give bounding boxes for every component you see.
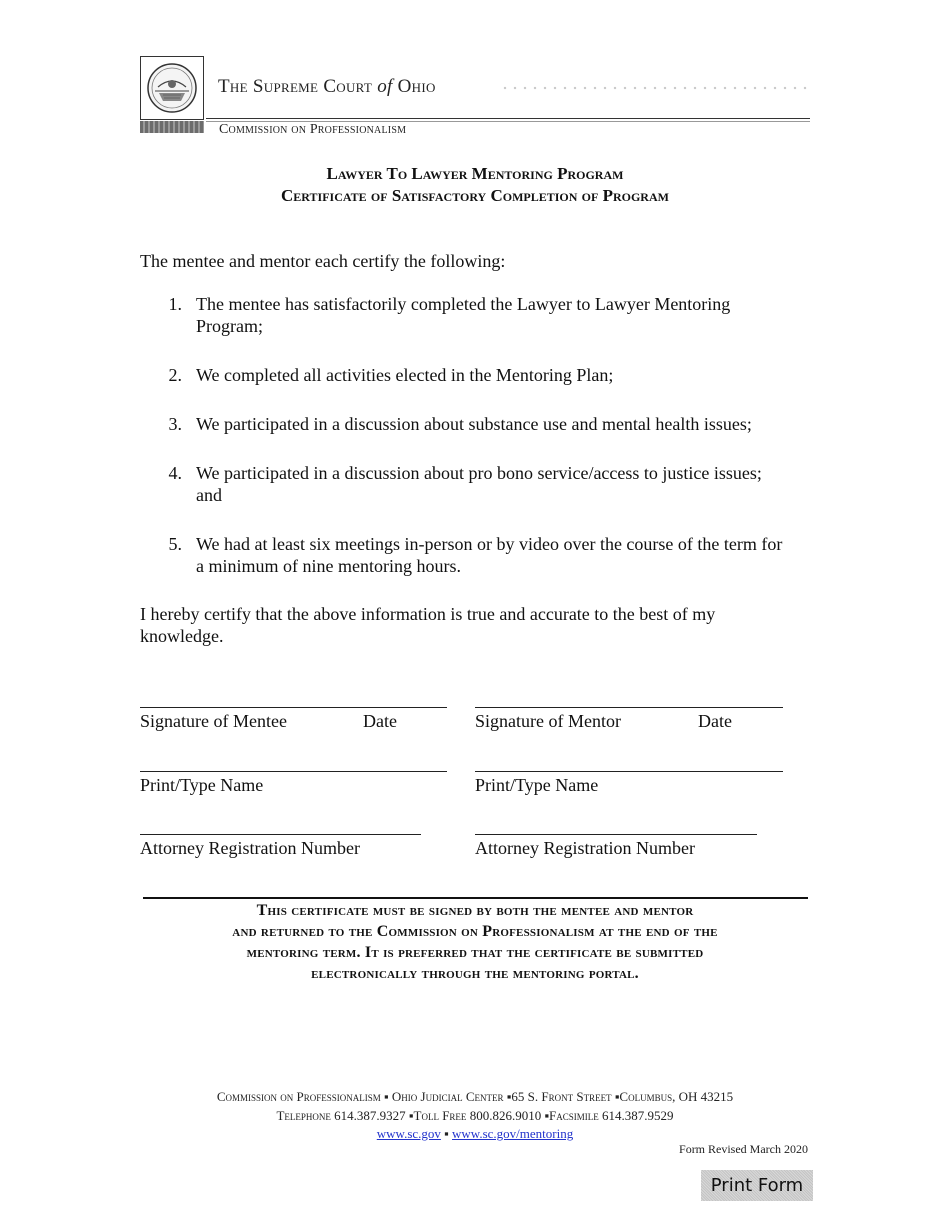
- court-title: [218, 76, 436, 98]
- footer-separator: ▪: [444, 1126, 449, 1141]
- website-link[interactable]: www.sc.gov: [376, 1126, 441, 1141]
- list-item: [196, 533, 816, 577]
- list-item-line: The mentee has satisfactorily completed the Lawyer to Lawyer Mentoring: [196, 294, 731, 314]
- header-dotted-rule: [500, 84, 810, 92]
- mentor-signature-label: Signature of Mentor: [475, 711, 621, 731]
- mentee-registration-label: Attorney Registration Number: [140, 838, 360, 858]
- mentor-registration-label: Attorney Registration Number: [475, 838, 695, 858]
- court-name: The Supreme Court: [218, 76, 373, 97]
- footer-city: Columbus, OH 43215: [619, 1089, 734, 1104]
- footer-contact: [0, 1108, 950, 1124]
- item-number: 5.: [168, 534, 182, 554]
- mentee-signature-line[interactable]: [140, 707, 447, 708]
- mentee-name-label: Print/Type Name: [140, 775, 264, 795]
- list-item: [196, 462, 816, 506]
- mentor-name-label: Print/Type Name: [475, 775, 599, 795]
- footer-commission: Commission on Professionalism: [216, 1089, 381, 1104]
- list-item: [196, 364, 816, 386]
- list-item-line: We participated in a discussion about pro bono service/access to justice issues;: [196, 463, 762, 483]
- list-item-line: a minimum of nine mentoring hours.: [196, 556, 461, 576]
- footer-separator: ▪: [384, 1089, 389, 1104]
- mentee-signature-label: Signature of Mentee: [140, 711, 287, 731]
- footer-street: 65 S. Front Street: [511, 1089, 612, 1104]
- footer-links: [0, 1126, 950, 1142]
- court-of: of: [377, 76, 393, 97]
- mentee-registration-line[interactable]: [140, 834, 421, 835]
- notice-line: electronically through the mentoring portal.: [311, 965, 639, 982]
- mentee-name-line[interactable]: [140, 771, 447, 772]
- intro-text: The mentee and mentor each certify the following:: [140, 251, 506, 271]
- form-revised-date: Form Revised March 2020: [679, 1142, 808, 1156]
- mentor-name-line[interactable]: [475, 771, 783, 772]
- item-number: 2.: [168, 365, 182, 385]
- notice-line: mentoring term. It is preferred that the certificate be submitted: [246, 944, 704, 961]
- print-form-button[interactable]: Print Form: [701, 1170, 813, 1201]
- mentor-date-label: Date: [698, 711, 732, 731]
- item-number: 1.: [168, 294, 182, 314]
- list-item: [196, 293, 816, 337]
- footer-fax-label: Facsimile: [549, 1108, 599, 1123]
- footer-tollfree-label: Toll Free: [413, 1108, 467, 1123]
- footer-separator: ▪: [506, 1089, 512, 1104]
- mentoring-link[interactable]: www.sc.gov/mentoring: [452, 1126, 574, 1141]
- program-title: Lawyer To Lawyer Mentoring Program: [326, 164, 624, 183]
- footer-separator: ▪: [408, 1108, 414, 1123]
- list-item: [196, 413, 816, 435]
- list-item-line: We participated in a discussion about substance use and mental health issues;: [196, 414, 752, 434]
- footer-separator: ▪: [544, 1108, 550, 1123]
- supreme-court-seal: [140, 56, 204, 120]
- ohio-seal-icon: [141, 57, 203, 119]
- list-item-line: We had at least six meetings in-person or by video over the course of the term for: [196, 534, 783, 554]
- notice-rule: [143, 897, 808, 899]
- list-item-line: We completed all activities elected in the Mentoring Plan;: [196, 365, 614, 385]
- footer-fax: 614.387.9529: [602, 1108, 674, 1123]
- court-state: Ohio: [397, 76, 436, 97]
- mentee-date-label: Date: [363, 711, 397, 731]
- list-item-line: Program;: [196, 316, 263, 336]
- seal-banner: [140, 121, 204, 133]
- certify-statement: [140, 603, 820, 647]
- footer-telephone-label: Telephone: [276, 1108, 331, 1123]
- mentor-signature-line[interactable]: [475, 707, 783, 708]
- footer-center: Ohio Judicial Center: [391, 1089, 504, 1104]
- certify-line: knowledge.: [140, 626, 224, 646]
- footer-tollfree: 800.826.9010: [469, 1108, 542, 1123]
- footer-address: [0, 1089, 950, 1105]
- mentor-registration-line[interactable]: [475, 834, 757, 835]
- certificate-title: Certificate of Satisfactory Completion of Program: [281, 186, 669, 205]
- footer-telephone: 614.387.9327: [334, 1108, 406, 1123]
- commission-subtitle: Commission on Professionalism: [219, 122, 407, 137]
- item-number: 3.: [168, 414, 182, 434]
- certify-line: I hereby certify that the above information is true and accurate to the best of my: [140, 604, 716, 624]
- notice-line: and returned to the Commission on Professionalism at the end of the: [232, 923, 718, 940]
- footer-separator: ▪: [614, 1089, 620, 1104]
- notice-line: This certificate must be signed by both the mentee and mentor: [256, 902, 694, 919]
- item-number: 4.: [168, 463, 182, 483]
- list-item-line: and: [196, 485, 222, 505]
- header-rule: [206, 118, 810, 119]
